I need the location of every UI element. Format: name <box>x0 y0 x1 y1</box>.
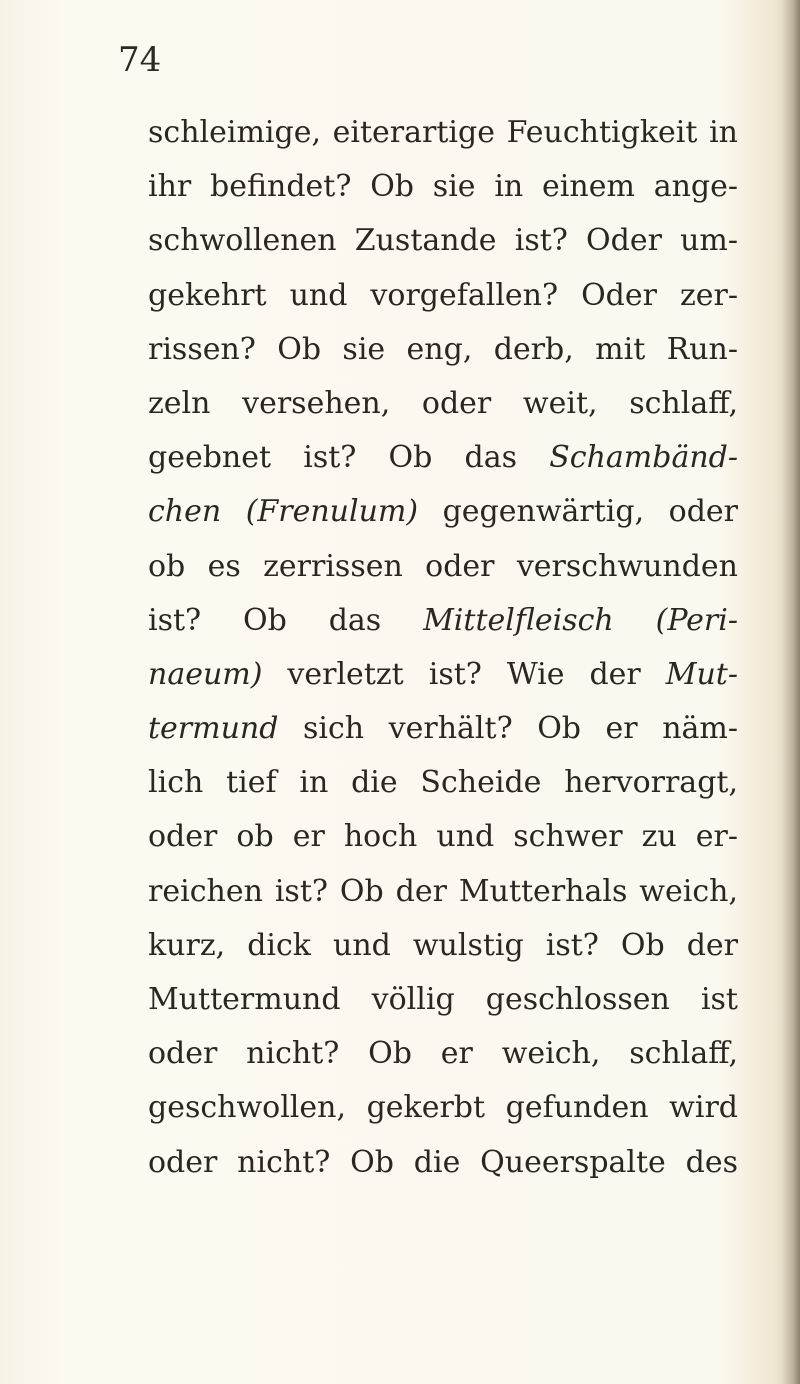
text-line <box>148 540 738 594</box>
text-line <box>148 106 738 160</box>
text-line <box>148 919 738 973</box>
text-line <box>148 810 738 864</box>
body-text <box>148 106 738 1190</box>
italic-term: Schambänd- <box>549 440 738 476</box>
page-number: 74 <box>118 40 162 80</box>
text-line <box>148 377 738 431</box>
text-line <box>148 756 738 810</box>
text-segment: ihr befindet? Ob sie in einem ange- <box>148 169 738 205</box>
text-line <box>148 269 738 323</box>
text-line <box>148 865 738 919</box>
text-segment: sich verhält? Ob er näm- <box>278 711 738 747</box>
text-line <box>148 973 738 1027</box>
text-line <box>148 648 738 702</box>
text-segment: schleimige, eiterartige Feuchtigkeit in <box>148 115 738 150</box>
text-segment: reichen ist? Ob der Mutterhals weich, <box>148 873 738 909</box>
text-line <box>148 323 738 377</box>
text-segment: lich tief in die Scheide hervorragt, <box>148 765 738 801</box>
text-segment: oder nicht? Ob er weich, schlaff, <box>148 1036 738 1072</box>
text-segment: oder nicht? Ob die Queerspalte des <box>148 1144 738 1180</box>
text-segment: geebnet ist? Ob das <box>148 440 550 476</box>
italic-term: chen (Frenulum) <box>148 494 419 530</box>
text-segment: gegenwärtig, oder <box>418 494 738 530</box>
italic-term: naeum) <box>148 656 263 692</box>
text-line <box>148 702 738 756</box>
text-segment: oder ob er hoch und schwer zu er- <box>148 819 738 855</box>
text-line <box>148 1027 738 1081</box>
text-line <box>148 594 738 648</box>
text-line <box>148 160 738 214</box>
text-segment: gekehrt und vorgefallen? Oder zer- <box>148 277 738 313</box>
text-line <box>148 214 738 268</box>
text-segment: rissen? Ob sie eng, derb, mit Run- <box>148 331 738 367</box>
text-line <box>148 485 738 539</box>
text-segment: schwollenen Zustande ist? Oder um- <box>148 223 738 259</box>
text-segment: zeln versehen, oder weit, schlaff, <box>148 385 738 421</box>
italic-term: termund <box>148 711 279 747</box>
text-line <box>148 431 738 485</box>
italic-term: Mut- <box>665 656 738 692</box>
text-segment: verletzt ist? Wie der <box>262 656 666 692</box>
text-segment: kurz, dick und wulstig ist? Ob der <box>148 927 738 963</box>
text-line <box>148 1081 738 1135</box>
text-segment: geschwollen, gekerbt gefunden wird <box>148 1090 738 1126</box>
text-line <box>148 1136 738 1190</box>
page-edge-shadow <box>782 0 800 1384</box>
text-segment: Muttermund völlig geschlossen ist <box>148 982 738 1017</box>
text-segment: ob es zerrissen oder verschwunden <box>148 548 738 584</box>
text-segment: ist? Ob das <box>148 602 424 638</box>
italic-term: Mittelfleisch (Peri- <box>423 602 738 638</box>
